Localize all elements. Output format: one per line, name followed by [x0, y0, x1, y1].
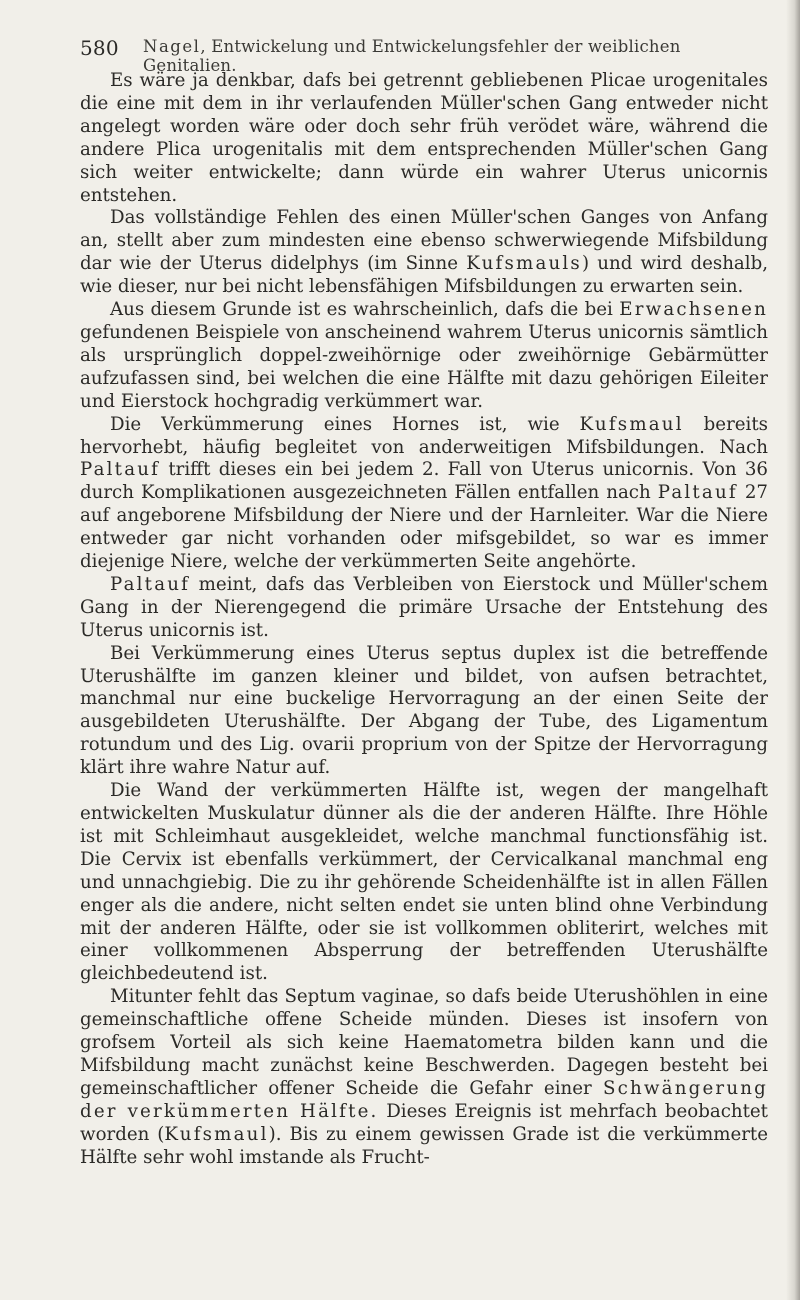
text-run: trifft dieses ein bei jedem 2. Fall von Uterus unicornis. Von 36 durch Komplikationen ausgezeichneten Fällen entfallen nach	[80, 459, 768, 504]
emphasis-term: Schwängerung der verkümmerten Hälfte.	[80, 1077, 768, 1122]
text-run: Das vollständige Fehlen des einen Müller'schen Ganges von Anfang an, stellt aber zum mindesten eine ebenso schwerwiegende Mifsbildung dar wie der Uterus didelphys (im Sinne	[80, 207, 768, 275]
paragraph-4	[80, 414, 768, 574]
running-title-text: , Entwickelung und Entwickelungsfehler der weiblichen Genitalien.	[143, 37, 681, 75]
paragraph-6	[80, 643, 768, 780]
paragraph-5	[80, 574, 768, 643]
emphasis-term: Erwachsenen	[619, 299, 768, 321]
text-run: bereits hervorhebt, häufig begleitet von anderweitigen Mifsbildungen. Nach	[80, 413, 768, 458]
paragraph-2	[80, 207, 768, 299]
page-number: 580	[80, 36, 119, 60]
page-edge-shadow	[786, 0, 800, 1300]
author-name: Paltauf	[80, 459, 161, 481]
text-run: 27 auf angeborene Mifsbildung der Niere und der Harnleiter. War die Niere entweder gar nicht vorhanden oder mifsgebildet, so war es immer diejenige Niere, welche der verkümmerten Seite angehörte.	[80, 482, 768, 573]
text-run: Bei Verkümmerung eines Uterus septus duplex ist die betreffende Uterushälfte im ganzen kleiner und bildet, von aufsen betrachtet, manchmal nur eine buckelige Hervorragung an der einen Seite der ausgebildeten Uterushälfte. Der Abgang der Tube, des Ligamentum rotundum und des Lig. ovarii proprium von der Spitze der Hervorragung klärt ihre wahre Natur auf.	[80, 642, 768, 779]
text-run: meint, dafs das Verbleiben von Eierstock und Müller'schem Gang in der Nierengegend die primäre Ursache der Entstehung des Uterus unicornis ist.	[80, 573, 768, 641]
paragraph-1	[80, 70, 768, 207]
text-run: Es wäre ja denkbar, dafs bei getrennt gebliebenen Plicae urogenitales die eine mit dem in ihr verlaufenden Müller'schen Gang entweder nicht angelegt worden wäre oder doch sehr früh verödet wäre, während die andere Plica urogenitalis mit dem entsprechenden Müller'schen Gang sich weiter entwickelte; dann würde ein wahrer Uterus unicornis entstehen.	[80, 70, 768, 206]
text-run: Dieses Ereignis ist mehrfach beobachtet worden (	[80, 1100, 768, 1145]
text-run: ). Bis zu einem gewissen Grade ist die verkümmerte Hälfte sehr wohl imstande als Frucht-	[80, 1123, 768, 1168]
text-run: Aus diesem Grunde ist es wahrscheinlich, dafs die bei	[110, 299, 620, 321]
text-run: ) und wird deshalb, wie dieser, nur bei nicht lebensfähigen Mifsbildungen zu erwarten sein.	[80, 253, 768, 298]
author-name: Kufsmaul	[579, 413, 684, 435]
text-run: Mitunter fehlt das Septum vaginae, so dafs beide Uterushöhlen in eine gemeinschaftliche offene Scheide münden. Dieses ist insofern von grofsem Vorteil als sich keine Haematometra bilden kann und die Mifsbildung macht zunächst keine Beschwerden. Dagegen besteht bei gemeinschaftlicher offener Scheide die Gefahr einer	[80, 986, 768, 1099]
author-name: Paltauf	[657, 482, 738, 504]
text-run: Die Verkümmerung eines Hornes ist, wie	[110, 413, 580, 435]
running-header	[80, 30, 770, 75]
text-run: Die Wand der verkümmerten Hälfte ist, wegen der mangelhaft entwickelten Muskulatur dünner als die der anderen Hälfte. Ihre Höhle ist mit Schleimhaut ausgekleidet, welche manchmal functionsfähig ist. Die Cervix ist ebenfalls verkümmert, der Cervicalkanal manchmal eng und unnachgiebig. Die zu ihr gehörende Scheidenhälfte ist in allen Fällen enger als die andere, nicht selten endet sie unten blind ohne Verbindung mit der anderen Hälfte, oder sie ist vollkommen obliterirt, welches mit einer vollkommenen Absperrung der betreffenden Uterushälfte gleichbedeutend ist.	[80, 780, 768, 985]
body-text	[80, 70, 768, 1170]
text-run: gefundenen Beispiele von anscheinend wahrem Uterus unicornis sämtlich als ursprünglich doppel-zweihörnige oder zweihörnige Gebärmütter aufzufassen sind, bei welchen die eine Hälfte mit dazu gehörigen Eileiter und Eierstock hochgradig verkümmert war.	[80, 321, 768, 412]
author-name: Kufsmaul	[164, 1123, 269, 1145]
author-name: Paltauf	[110, 573, 191, 595]
paragraph-7	[80, 780, 768, 986]
paragraph-3	[80, 299, 768, 414]
running-title-author: Nagel	[143, 37, 201, 56]
author-name: Kufsmauls	[466, 253, 582, 275]
paragraph-8	[80, 986, 768, 1169]
